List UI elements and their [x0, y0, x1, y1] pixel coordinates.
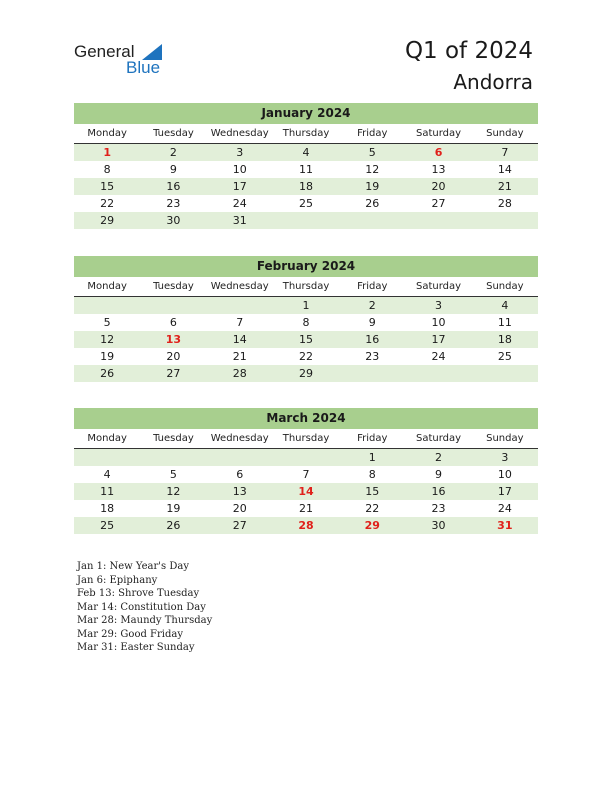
week-row [74, 297, 538, 314]
date-cell [273, 212, 339, 229]
date-cell: 11 [497, 316, 512, 329]
weekday-label: Thursday [282, 433, 330, 444]
date-cell: 24 [232, 197, 247, 210]
date-cell: 9 [435, 468, 443, 481]
date-cell: 23 [365, 350, 380, 363]
week-row [74, 483, 538, 500]
date-cell [339, 212, 405, 229]
month-calendar [74, 408, 538, 534]
week-row [74, 466, 538, 483]
date-cell: 12 [166, 485, 181, 498]
date-cell: 12 [100, 333, 115, 346]
date-cell: 29 [100, 214, 115, 227]
week-row [74, 195, 538, 212]
month-calendar [74, 103, 538, 229]
month-header: March 2024 [74, 408, 538, 429]
date-cell: 27 [166, 367, 181, 380]
weekday-label: Saturday [416, 433, 462, 444]
date-cell: 23 [431, 502, 446, 515]
weekday-label: Friday [357, 433, 388, 444]
holiday-note: Mar 29: Good Friday [77, 628, 183, 640]
holiday-note: Feb 13: Shrove Tuesday [77, 588, 200, 599]
date-cell: 28 [232, 367, 247, 380]
holiday-date-cell: 28 [298, 519, 314, 532]
date-cell: 18 [100, 502, 115, 515]
weekday-label: Sunday [486, 128, 524, 139]
date-cell: 1 [368, 451, 376, 464]
date-cell: 11 [100, 485, 115, 498]
holiday-date-cell: 13 [165, 333, 182, 346]
date-cell: 18 [497, 333, 512, 346]
date-cell: 20 [431, 180, 446, 193]
week-row [74, 517, 538, 534]
weekday-label: Monday [87, 128, 127, 139]
date-cell: 13 [232, 485, 247, 498]
date-cell: 3 [236, 146, 244, 159]
holiday-note: Mar 28: Maundy Thursday [77, 615, 213, 626]
date-cell: 15 [100, 180, 115, 193]
date-cell: 23 [166, 197, 181, 210]
week-row [74, 500, 538, 517]
date-cell: 22 [365, 502, 380, 515]
weekday-label: Wednesday [210, 281, 269, 292]
date-cell [339, 365, 405, 382]
week-row [74, 314, 538, 331]
date-cell: 28 [497, 197, 512, 210]
weekday-label: Saturday [416, 281, 462, 292]
date-cell: 18 [298, 180, 313, 193]
date-cell: 17 [232, 180, 247, 193]
date-cell [74, 297, 140, 314]
week-row [74, 365, 538, 382]
date-cell: 4 [302, 146, 310, 159]
date-cell: 31 [232, 214, 247, 227]
date-cell: 17 [431, 333, 446, 346]
date-cell: 3 [435, 299, 443, 312]
holiday-date-cell: 1 [103, 146, 111, 159]
date-cell: 8 [103, 163, 111, 176]
week-row [74, 348, 538, 365]
date-cell: 24 [497, 502, 512, 515]
date-cell: 14 [232, 333, 247, 346]
weekday-label: Friday [357, 281, 388, 292]
date-cell [140, 297, 206, 314]
date-cell: 22 [100, 197, 115, 210]
date-cell [207, 449, 273, 466]
logo-word-general: General [74, 42, 135, 61]
week-row [74, 449, 538, 466]
date-cell: 15 [298, 333, 313, 346]
date-cell: 26 [365, 197, 380, 210]
week-row [74, 331, 538, 348]
holiday-date-cell: 14 [298, 485, 314, 498]
date-cell: 25 [497, 350, 512, 363]
date-cell [273, 449, 339, 466]
date-cell: 20 [166, 350, 181, 363]
date-cell: 19 [166, 502, 181, 515]
date-cell [472, 365, 538, 382]
date-cell: 2 [435, 451, 443, 464]
date-cell: 2 [368, 299, 376, 312]
date-cell: 15 [365, 485, 380, 498]
weekday-label: Tuesday [153, 433, 194, 444]
date-cell: 6 [169, 316, 177, 329]
date-cell: 25 [298, 197, 313, 210]
week-row [74, 178, 538, 195]
date-cell: 5 [368, 146, 376, 159]
date-cell: 25 [100, 519, 115, 532]
date-cell: 10 [497, 468, 512, 481]
weekday-label: Monday [87, 433, 127, 444]
date-cell: 6 [236, 468, 244, 481]
month-header: January 2024 [74, 103, 538, 124]
date-cell: 13 [431, 163, 446, 176]
brand-logo [74, 42, 174, 78]
date-cell: 16 [431, 485, 446, 498]
date-cell: 21 [298, 502, 313, 515]
holiday-date-cell: 29 [364, 519, 380, 532]
date-cell: 7 [236, 316, 244, 329]
date-cell [472, 212, 538, 229]
month-header: February 2024 [74, 256, 538, 277]
date-cell: 17 [497, 485, 512, 498]
date-cell [207, 297, 273, 314]
holiday-date-cell: 31 [497, 519, 513, 532]
date-cell: 27 [232, 519, 247, 532]
date-cell: 10 [232, 163, 247, 176]
page-title: Q1 of 2024 [404, 38, 533, 64]
date-cell: 7 [302, 468, 310, 481]
date-cell: 27 [431, 197, 446, 210]
date-cell: 29 [298, 367, 313, 380]
weekday-label: Sunday [486, 433, 524, 444]
month-calendar [74, 256, 538, 382]
holiday-notes [77, 560, 212, 655]
date-cell: 9 [169, 163, 177, 176]
date-cell: 22 [298, 350, 313, 363]
weekday-label: Saturday [416, 128, 462, 139]
holiday-note: Mar 14: Constitution Day [77, 601, 206, 613]
date-cell: 5 [169, 468, 177, 481]
holiday-note: Jan 1: New Year's Day [77, 561, 189, 572]
weekday-label: Thursday [282, 281, 330, 292]
date-cell: 24 [431, 350, 446, 363]
date-cell: 4 [103, 468, 111, 481]
logo-word-blue: Blue [126, 58, 161, 77]
holiday-date-cell: 6 [434, 146, 443, 159]
date-cell [74, 449, 140, 466]
date-cell: 16 [365, 333, 380, 346]
date-cell: 26 [100, 367, 115, 380]
country-subtitle: Andorra [453, 70, 533, 94]
date-cell: 16 [166, 180, 181, 193]
weekday-label: Tuesday [153, 281, 194, 292]
date-cell: 10 [431, 316, 446, 329]
weekday-header-row [74, 277, 538, 297]
date-cell: 5 [103, 316, 111, 329]
date-cell: 21 [497, 180, 512, 193]
date-cell: 3 [501, 451, 509, 464]
date-cell: 19 [365, 180, 380, 193]
date-cell [405, 212, 471, 229]
weekday-label: Friday [357, 128, 388, 139]
date-cell: 9 [368, 316, 376, 329]
weekday-label: Tuesday [153, 128, 194, 139]
date-cell: 11 [298, 163, 313, 176]
date-cell: 1 [302, 299, 310, 312]
weekday-header-row [74, 429, 538, 449]
date-cell [405, 365, 471, 382]
date-cell: 12 [365, 163, 380, 176]
date-cell: 30 [431, 519, 446, 532]
date-cell [140, 449, 206, 466]
date-cell: 19 [100, 350, 115, 363]
weekday-label: Wednesday [210, 128, 269, 139]
week-row [74, 144, 538, 161]
weekday-header-row [74, 124, 538, 144]
week-row [74, 161, 538, 178]
holiday-note: Mar 31: Easter Sunday [77, 642, 195, 653]
weekday-label: Monday [87, 281, 127, 292]
date-cell: 14 [497, 163, 512, 176]
date-cell: 4 [501, 299, 509, 312]
date-cell: 26 [166, 519, 181, 532]
weekday-label: Wednesday [210, 433, 269, 444]
date-cell: 2 [169, 146, 177, 159]
week-row [74, 212, 538, 229]
date-cell: 21 [232, 350, 247, 363]
date-cell: 8 [368, 468, 376, 481]
date-cell: 7 [501, 146, 509, 159]
date-cell: 8 [302, 316, 310, 329]
date-cell: 20 [232, 502, 247, 515]
weekday-label: Sunday [486, 281, 524, 292]
weekday-label: Thursday [282, 128, 330, 139]
date-cell: 30 [166, 214, 181, 227]
holiday-note: Jan 6: Epiphany [77, 574, 158, 586]
